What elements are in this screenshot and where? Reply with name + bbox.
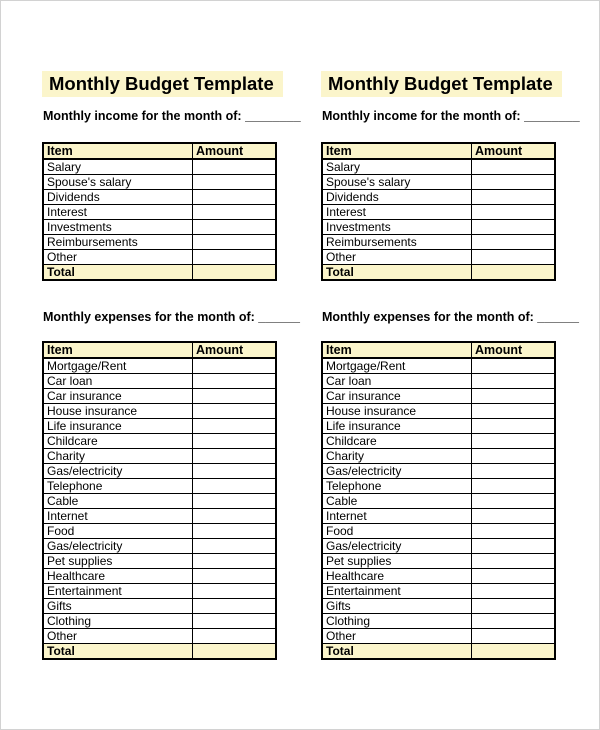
table-row: [43, 205, 276, 220]
item-cell: Gas/electricity: [322, 539, 472, 554]
item-cell: Food: [322, 524, 472, 539]
total-label-cell: Total: [322, 265, 472, 281]
item-cell: Telephone: [322, 479, 472, 494]
item-cell: Gas/electricity: [322, 464, 472, 479]
table-row: [43, 584, 276, 599]
item-cell: Car loan: [43, 374, 193, 389]
table-row: [43, 569, 276, 584]
item-cell: House insurance: [43, 404, 193, 419]
table-header-row: [322, 143, 555, 159]
table-row: [43, 509, 276, 524]
table-header-row: [322, 342, 555, 358]
table-row: [43, 404, 276, 419]
table-row: [322, 599, 555, 614]
item-cell: Clothing: [43, 614, 193, 629]
table-row: [322, 539, 555, 554]
item-cell: Reimbursements: [322, 235, 472, 250]
table-row: [322, 524, 555, 539]
item-cell: Interest: [43, 205, 193, 220]
table-row: [322, 205, 555, 220]
budget-column-left: [42, 71, 301, 660]
table-row: [322, 494, 555, 509]
amount-cell: [193, 250, 277, 265]
income-table: [42, 142, 277, 281]
amount-cell: [193, 569, 277, 584]
table-row: [322, 434, 555, 449]
total-row: [322, 644, 555, 660]
amount-cell: [472, 464, 556, 479]
amount-cell: [472, 569, 556, 584]
item-cell: Dividends: [43, 190, 193, 205]
total-row: [322, 265, 555, 281]
income-section-heading: Monthly income for the month of: ________: [322, 109, 580, 123]
table-row: [322, 220, 555, 235]
total-row: [43, 265, 276, 281]
table-row: [322, 509, 555, 524]
table-row: [43, 358, 276, 374]
page-title: Monthly Budget Template: [42, 71, 283, 97]
amount-cell: [472, 159, 556, 175]
table-header-row: [43, 342, 276, 358]
item-cell: Charity: [43, 449, 193, 464]
item-cell: Investments: [43, 220, 193, 235]
amount-cell: [193, 629, 277, 644]
table-row: [43, 539, 276, 554]
amount-cell: [472, 449, 556, 464]
item-cell: Gas/electricity: [43, 539, 193, 554]
amount-cell: [472, 614, 556, 629]
amount-cell: [193, 358, 277, 374]
table-row: [43, 235, 276, 250]
amount-cell: [472, 235, 556, 250]
amount-cell: [472, 175, 556, 190]
amount-cell: [472, 190, 556, 205]
item-cell: House insurance: [322, 404, 472, 419]
amount-cell: [472, 479, 556, 494]
item-column-header: Item: [43, 143, 193, 159]
amount-column-header: Amount: [472, 342, 556, 358]
item-cell: Car insurance: [43, 389, 193, 404]
total-amount-cell: [193, 644, 277, 660]
table-row: [322, 569, 555, 584]
amount-cell: [193, 494, 277, 509]
item-cell: Mortgage/Rent: [322, 358, 472, 374]
amount-cell: [193, 374, 277, 389]
amount-cell: [193, 614, 277, 629]
table-row: [43, 190, 276, 205]
table-row: [322, 190, 555, 205]
amount-cell: [472, 554, 556, 569]
item-cell: Investments: [322, 220, 472, 235]
item-cell: Spouse's salary: [43, 175, 193, 190]
item-cell: Car loan: [322, 374, 472, 389]
item-column-header: Item: [322, 143, 472, 159]
item-cell: Childcare: [43, 434, 193, 449]
amount-cell: [193, 524, 277, 539]
amount-column-header: Amount: [193, 143, 277, 159]
expenses-table: [42, 341, 277, 660]
item-cell: Telephone: [43, 479, 193, 494]
amount-cell: [472, 509, 556, 524]
total-amount-cell: [193, 265, 277, 281]
amount-cell: [193, 235, 277, 250]
table-row: [322, 358, 555, 374]
amount-cell: [193, 190, 277, 205]
amount-cell: [472, 404, 556, 419]
item-cell: Interest: [322, 205, 472, 220]
item-cell: Internet: [43, 509, 193, 524]
amount-cell: [472, 524, 556, 539]
item-cell: Charity: [322, 449, 472, 464]
item-cell: Gifts: [43, 599, 193, 614]
amount-cell: [193, 464, 277, 479]
table-row: [43, 524, 276, 539]
income-table: [321, 142, 556, 281]
item-cell: Other: [322, 629, 472, 644]
table-row: [43, 554, 276, 569]
item-cell: Mortgage/Rent: [43, 358, 193, 374]
total-amount-cell: [472, 644, 556, 660]
amount-cell: [472, 205, 556, 220]
total-label-cell: Total: [43, 265, 193, 281]
table-row: [43, 434, 276, 449]
amount-cell: [193, 509, 277, 524]
item-column-header: Item: [322, 342, 472, 358]
item-cell: Healthcare: [322, 569, 472, 584]
item-cell: Cable: [322, 494, 472, 509]
item-cell: Reimbursements: [43, 235, 193, 250]
budget-column-right: [321, 71, 580, 660]
table-row: [322, 250, 555, 265]
table-row: [43, 374, 276, 389]
table-row: [43, 494, 276, 509]
amount-cell: [472, 389, 556, 404]
table-row: [43, 419, 276, 434]
amount-cell: [472, 434, 556, 449]
expenses-table: [321, 341, 556, 660]
total-label-cell: Total: [43, 644, 193, 660]
table-row: [43, 464, 276, 479]
item-cell: Gas/electricity: [43, 464, 193, 479]
amount-cell: [193, 584, 277, 599]
amount-cell: [472, 494, 556, 509]
item-cell: Pet supplies: [322, 554, 472, 569]
table-row: [43, 250, 276, 265]
table-row: [43, 389, 276, 404]
table-row: [43, 175, 276, 190]
table-row: [322, 235, 555, 250]
table-row: [43, 449, 276, 464]
item-cell: Entertainment: [43, 584, 193, 599]
item-cell: Car insurance: [322, 389, 472, 404]
amount-cell: [193, 205, 277, 220]
table-row: [322, 464, 555, 479]
item-cell: Healthcare: [43, 569, 193, 584]
item-cell: Salary: [322, 159, 472, 175]
amount-cell: [472, 220, 556, 235]
item-cell: Life insurance: [43, 419, 193, 434]
table-row: [322, 629, 555, 644]
income-section-heading: Monthly income for the month of: ________: [43, 109, 301, 123]
amount-cell: [193, 554, 277, 569]
table-row: [322, 374, 555, 389]
table-row: [322, 389, 555, 404]
item-cell: Childcare: [322, 434, 472, 449]
amount-cell: [193, 220, 277, 235]
amount-cell: [472, 374, 556, 389]
table-row: [43, 159, 276, 175]
item-cell: Internet: [322, 509, 472, 524]
amount-cell: [193, 479, 277, 494]
amount-column-header: Amount: [472, 143, 556, 159]
table-row: [322, 479, 555, 494]
table-row: [322, 554, 555, 569]
amount-cell: [193, 449, 277, 464]
amount-cell: [472, 584, 556, 599]
table-row: [322, 419, 555, 434]
item-cell: Salary: [43, 159, 193, 175]
item-cell: Pet supplies: [43, 554, 193, 569]
table-row: [43, 614, 276, 629]
amount-cell: [472, 358, 556, 374]
item-cell: Life insurance: [322, 419, 472, 434]
item-cell: Spouse's salary: [322, 175, 472, 190]
table-row: [43, 220, 276, 235]
amount-column-header: Amount: [193, 342, 277, 358]
table-row: [43, 629, 276, 644]
table-row: [322, 175, 555, 190]
amount-cell: [472, 599, 556, 614]
page-title: Monthly Budget Template: [321, 71, 562, 97]
item-cell: Entertainment: [322, 584, 472, 599]
item-cell: Other: [43, 629, 193, 644]
table-row: [322, 404, 555, 419]
amount-cell: [472, 539, 556, 554]
expenses-section-heading: Monthly expenses for the month of: ______: [322, 310, 579, 324]
item-column-header: Item: [43, 342, 193, 358]
amount-cell: [193, 434, 277, 449]
item-cell: Other: [43, 250, 193, 265]
item-cell: Food: [43, 524, 193, 539]
table-row: [43, 479, 276, 494]
amount-cell: [472, 419, 556, 434]
amount-cell: [193, 419, 277, 434]
item-cell: Dividends: [322, 190, 472, 205]
item-cell: Gifts: [322, 599, 472, 614]
amount-cell: [472, 250, 556, 265]
table-row: [322, 449, 555, 464]
amount-cell: [193, 404, 277, 419]
table-header-row: [43, 143, 276, 159]
total-amount-cell: [472, 265, 556, 281]
total-row: [43, 644, 276, 660]
item-cell: Clothing: [322, 614, 472, 629]
table-row: [322, 584, 555, 599]
amount-cell: [193, 389, 277, 404]
amount-cell: [193, 599, 277, 614]
amount-cell: [193, 159, 277, 175]
table-row: [322, 159, 555, 175]
amount-cell: [472, 629, 556, 644]
page-content: [1, 1, 599, 660]
table-row: [43, 599, 276, 614]
total-label-cell: Total: [322, 644, 472, 660]
item-cell: Cable: [43, 494, 193, 509]
table-row: [322, 614, 555, 629]
item-cell: Other: [322, 250, 472, 265]
expenses-section-heading: Monthly expenses for the month of: ______: [43, 310, 300, 324]
amount-cell: [193, 539, 277, 554]
amount-cell: [193, 175, 277, 190]
